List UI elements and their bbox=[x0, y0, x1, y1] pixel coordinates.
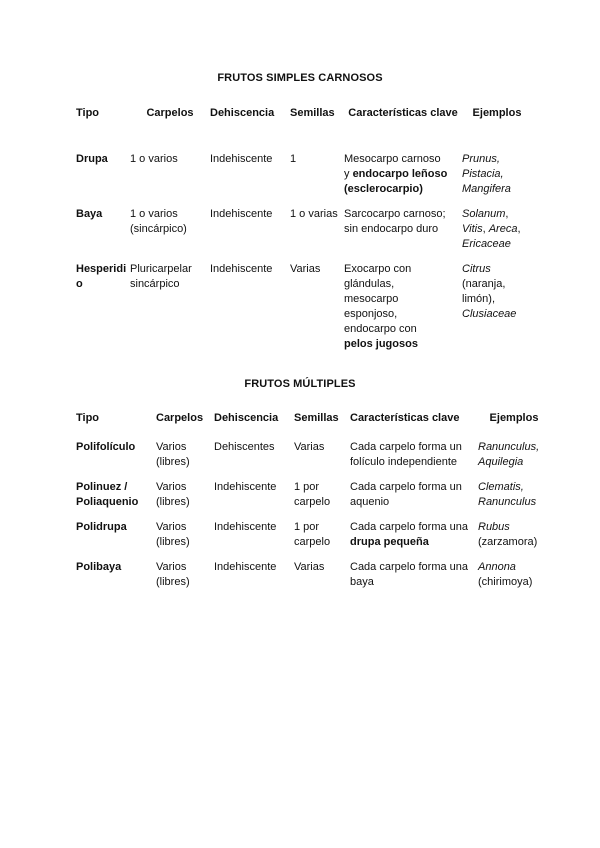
cell-tipo: Baya bbox=[76, 208, 103, 220]
table-multiple bbox=[76, 411, 550, 600]
cell-text-bold: endocarpo leñoso (esclerocarpio) bbox=[344, 168, 448, 195]
table-row bbox=[76, 520, 550, 560]
example-name: Mangifera bbox=[462, 183, 511, 195]
cell-caracteristicas bbox=[344, 262, 462, 352]
cell-semillas: 1 por carpelo bbox=[294, 481, 331, 508]
cell-carpelos: Varios (libres) bbox=[156, 481, 190, 508]
table-row bbox=[76, 207, 532, 262]
cell-text: Mesocarpo carnoso bbox=[344, 153, 441, 165]
cell-ejemplos bbox=[478, 560, 550, 600]
cell-dehiscencia: Indehiscente bbox=[214, 521, 277, 533]
cell-dehiscencia: Dehiscentes bbox=[214, 441, 275, 453]
example-name: Vitis bbox=[462, 223, 483, 235]
cell-text: Cada carpelo forma una bbox=[350, 521, 469, 533]
header-dehiscencia: Dehiscencia bbox=[214, 412, 279, 424]
cell-semillas: Varias bbox=[290, 263, 321, 275]
example-name: Annona bbox=[478, 561, 516, 573]
table-row bbox=[76, 440, 550, 480]
table-row bbox=[76, 152, 532, 207]
section-title-multiple: FRUTOS MÚLTIPLES bbox=[244, 378, 356, 390]
example-name: Ranunculus bbox=[478, 496, 537, 508]
cell-semillas: 1 bbox=[290, 153, 297, 165]
header-caracteristicas: Características clave bbox=[350, 412, 460, 424]
cell-text: y bbox=[344, 168, 350, 180]
cell-tipo: Polifolículo bbox=[76, 441, 136, 453]
example-common: (zarzamora) bbox=[478, 536, 538, 548]
cell-ejemplos bbox=[478, 480, 550, 520]
cell-text: Exocarpo con glándulas, mesocarpo esponjoso, endocarpo con bbox=[344, 263, 417, 335]
cell-dehiscencia: Indehiscente bbox=[214, 481, 277, 493]
example-name: Clematis, bbox=[478, 481, 524, 493]
cell-dehiscencia: Indehiscente bbox=[210, 208, 273, 220]
cell-text-bold: pelos jugosos bbox=[344, 338, 418, 350]
example-name: Solanum bbox=[462, 208, 506, 220]
cell-ejemplos bbox=[462, 152, 532, 207]
cell-semillas: Varias bbox=[294, 441, 325, 453]
cell-caracteristicas bbox=[344, 152, 462, 207]
cell-carpelos: Varios (libres) bbox=[156, 441, 190, 468]
cell-tipo: Hesperidio bbox=[76, 263, 127, 290]
example-name: Ranunculus, bbox=[478, 441, 540, 453]
cell-dehiscencia: Indehiscente bbox=[210, 153, 273, 165]
header-caracteristicas: Características clave bbox=[348, 107, 458, 119]
header-carpelos: Carpelos bbox=[156, 412, 204, 424]
example-name: Areca bbox=[488, 223, 518, 235]
table-row bbox=[76, 262, 532, 352]
cell-carpelos: 1 o varios bbox=[130, 153, 178, 165]
cell-carpelos: 1 o varios (sincárpico) bbox=[130, 208, 187, 235]
cell-caracteristicas: Cada carpelo forma un folículo independiente bbox=[350, 441, 462, 468]
cell-carpelos: Varios (libres) bbox=[156, 521, 190, 548]
example-common: (chirimoya) bbox=[478, 576, 533, 588]
table-row bbox=[76, 480, 550, 520]
header-semillas: Semillas bbox=[290, 107, 335, 119]
cell-caracteristicas: Cada carpelo forma una baya bbox=[350, 561, 469, 588]
example-name: Citrus bbox=[462, 263, 491, 275]
cell-caracteristicas bbox=[350, 520, 478, 560]
example-name: Prunus, bbox=[462, 153, 500, 165]
cell-semillas: 1 o varias bbox=[290, 208, 338, 220]
cell-dehiscencia: Indehiscente bbox=[214, 561, 277, 573]
header-ejemplos: Ejemplos bbox=[472, 107, 522, 119]
cell-semillas: 1 por carpelo bbox=[294, 521, 331, 548]
example-common: (naranja, limón), bbox=[462, 278, 506, 305]
cell-ejemplos: Solanum, Vitis, Areca, Ericaceae bbox=[462, 208, 521, 250]
example-name: Clusiaceae bbox=[462, 308, 517, 320]
section-title-simple: FRUTOS SIMPLES CARNOSOS bbox=[217, 72, 383, 84]
example-name: Pistacia, bbox=[462, 168, 504, 180]
header-ejemplos: Ejemplos bbox=[489, 412, 539, 424]
example-name: Ericaceae bbox=[462, 238, 511, 250]
cell-tipo: Polibaya bbox=[76, 561, 122, 573]
cell-tipo: Polidrupa bbox=[76, 521, 127, 533]
cell-carpelos: Pluricarpelar sincárpico bbox=[130, 263, 192, 290]
cell-text-bold: drupa pequeña bbox=[350, 536, 429, 548]
table-simple-fleshy bbox=[76, 106, 532, 352]
header-semillas: Semillas bbox=[294, 412, 339, 424]
header-carpelos: Carpelos bbox=[146, 107, 194, 119]
cell-dehiscencia: Indehiscente bbox=[210, 263, 273, 275]
example-name: Rubus bbox=[478, 521, 510, 533]
example-name: Aquilegia bbox=[478, 456, 524, 468]
cell-caracteristicas: Sarcocarpo carnoso; sin endocarpo duro bbox=[344, 208, 446, 235]
header-dehiscencia: Dehiscencia bbox=[210, 107, 275, 119]
cell-carpelos: Varios (libres) bbox=[156, 561, 190, 588]
cell-tipo: Drupa bbox=[76, 153, 108, 165]
cell-ejemplos bbox=[478, 440, 550, 480]
cell-caracteristicas: Cada carpelo forma un aquenio bbox=[350, 481, 462, 508]
cell-tipo: Polinuez / Poliaquenio bbox=[76, 481, 139, 508]
header-tipo: Tipo bbox=[76, 107, 100, 119]
table-row bbox=[76, 560, 550, 600]
header-tipo: Tipo bbox=[76, 412, 100, 424]
cell-ejemplos bbox=[462, 262, 532, 352]
cell-ejemplos bbox=[478, 520, 550, 560]
cell-semillas: Varias bbox=[294, 561, 325, 573]
